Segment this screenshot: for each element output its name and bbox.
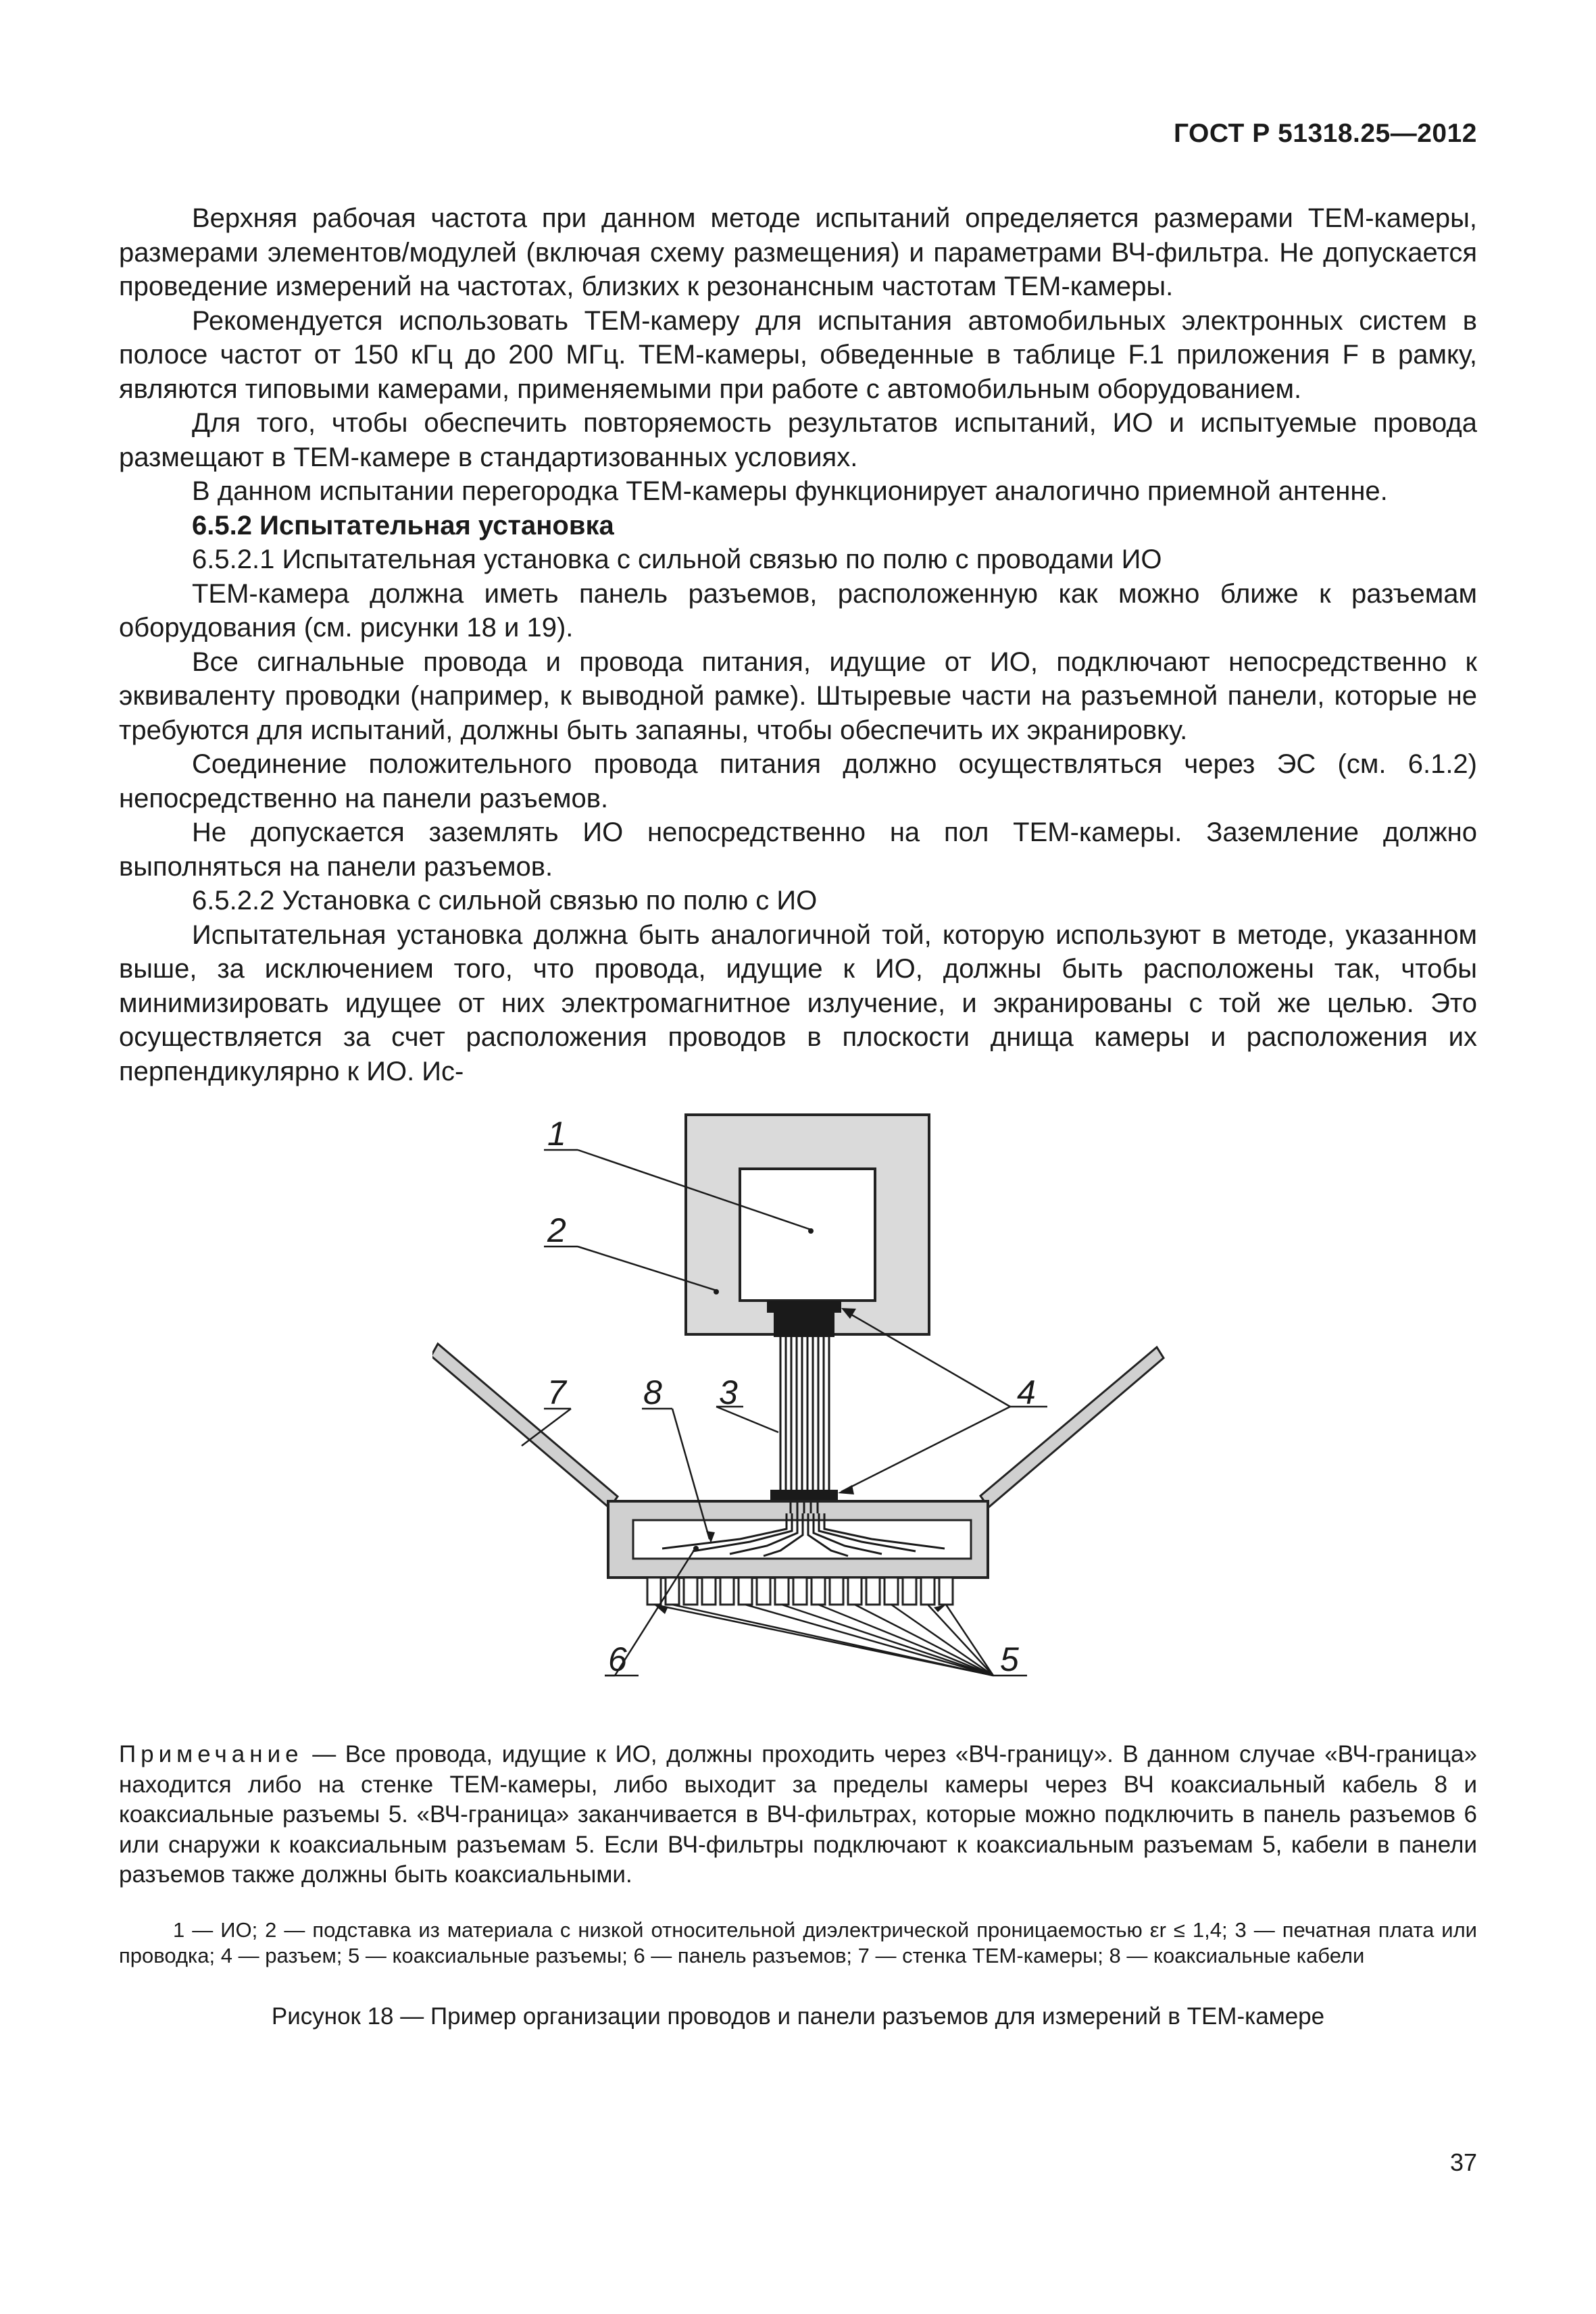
paragraph: Верхняя рабочая частота при данном методе испытаний определяется размерами ТЕМ-камеры, размерами элементов/модулей (включая схему размещения) и параметрами ВЧ-фильтра. Не допускается проведение измерений на частотах, близких к резонансным частотам ТЕМ-камеры. <box>119 203 1477 301</box>
note-label: Примечание <box>119 1741 303 1767</box>
leader-dot <box>714 1289 719 1294</box>
callout-3: 3 <box>719 1374 738 1411</box>
figure-legend: 1 — ИО; 2 — подставка из материала с низкой относительной диэлектрической проницаемостью εr ≤ 1,4; 3 — печатная плата или проводка; 4 — разъем; 5 — коаксиальные разъемы; 6 — панель разъемов; 7 — стенка ТЕМ-камеры; 8 — коаксиальные кабели <box>119 1918 1478 1967</box>
main-text <box>119 201 1477 1088</box>
paragraph: Все сигнальные провода и провода питания, идущие от ИО, подключают непосредственно к эквиваленту проводки (например, к выводной рамке). Штыревые части на разъемной панели, которые не требуются для испытаний, должны быть запаяны, чтобы обеспечить их экранировку. <box>119 647 1477 745</box>
paragraph: Для того, чтобы обеспечить повторяемость результатов испытаний, ИО и испытуемые провода размещают в ТЕМ-камере в стандартизованных условиях. <box>119 408 1477 472</box>
page-number: 37 <box>1449 2148 1477 2176</box>
eut-box <box>740 1169 875 1301</box>
callout-8: 8 <box>643 1374 662 1411</box>
callout-2: 2 <box>547 1211 566 1249</box>
figure-note <box>119 1740 1477 1890</box>
figure-caption: Рисунок 18 — Пример организации проводов и панели разъемов для измерений в ТЕМ-камере <box>271 2003 1325 2030</box>
paragraph: ТЕМ-камера должна иметь панель разъемов, расположенную как можно ближе к разъемам оборудования (см. рисунки 18 и 19). <box>119 578 1477 643</box>
callout-7: 7 <box>547 1374 566 1411</box>
subsection-heading: 6.5.2.1 Испытательная установка с сильной связью по полю с проводами ИО <box>192 545 1162 574</box>
callout-1: 1 <box>547 1115 566 1153</box>
connector-bottom <box>770 1490 838 1501</box>
document-header: ГОСТ Р 51318.25—2012 <box>1173 119 1477 148</box>
paragraph: Рекомендуется использовать ТЕМ-камеру для испытания автомобильных электронных систем в полосе частот от 150 кГц до 200 МГц. ТЕМ-камеры, обведенные в таблице F.1 приложения F в рамку, являются типовыми камерами, применяемыми при работе с автомобильным оборудованием. <box>119 305 1477 404</box>
callout-4: 4 <box>1017 1374 1036 1411</box>
leader-dot <box>808 1228 814 1234</box>
paragraph: Соединение положительного провода питания должно осуществляться через ЭС (см. 6.1.2) непосредственно на панели разъемов. <box>119 749 1477 813</box>
paragraph: Испытательная установка должна быть аналогичной той, которую используют в методе, указанном выше, за исключением того, что провода, идущие к ИО, должны быть расположены так, чтобы минимизировать идущее от них электромагнитное излучение, и экранированы с той же целью. Это осуществляется за счет расположения проводов в плоскости днища камеры и расположения их перпендикулярно к ИО. Ис- <box>119 920 1477 1086</box>
paragraph: В данном испытании перегородка ТЕМ-камеры функционирует аналогично приемной антенне. <box>192 476 1388 506</box>
paragraph: Не допускается заземлять ИО непосредственно на пол ТЕМ-камеры. Заземление должно выполняться на панели разъемов. <box>119 818 1477 882</box>
coaxial-connectors <box>647 1578 953 1605</box>
callout-6: 6 <box>608 1640 627 1678</box>
section-heading: 6.5.2 Испытательная установка <box>192 510 614 540</box>
wiring-harness <box>780 1337 829 1490</box>
figure-18-diagram <box>432 1095 1264 1689</box>
chamber-wall-left <box>432 1344 618 1508</box>
chamber-wall-right <box>980 1347 1164 1507</box>
subsection-heading: 6.5.2.2 Установка с сильной связью по полю с ИО <box>192 886 818 915</box>
callout-5: 5 <box>1000 1640 1019 1678</box>
leader-dot <box>693 1546 699 1551</box>
note-text: — Все провода, идущие к ИО, должны проходить через «ВЧ-границу». В данном случае «ВЧ-граница» находится либо на стенке ТЕМ-камеры, либо выходит за пределы камеры через ВЧ коаксиальный кабель 8 и коаксиальные разъемы 5. «ВЧ-граница» заканчивается в ВЧ-фильтрах, которые можно подключить в панель разъемов 6 или снаружи к коаксиальным разъемам 5. Если ВЧ-фильтры подключают к коаксиальным разъемам 5, кабели в панели разъемов также должны быть коаксиальными. <box>119 1741 1477 1888</box>
connector-top <box>767 1301 841 1313</box>
connector-top-base <box>774 1313 834 1337</box>
